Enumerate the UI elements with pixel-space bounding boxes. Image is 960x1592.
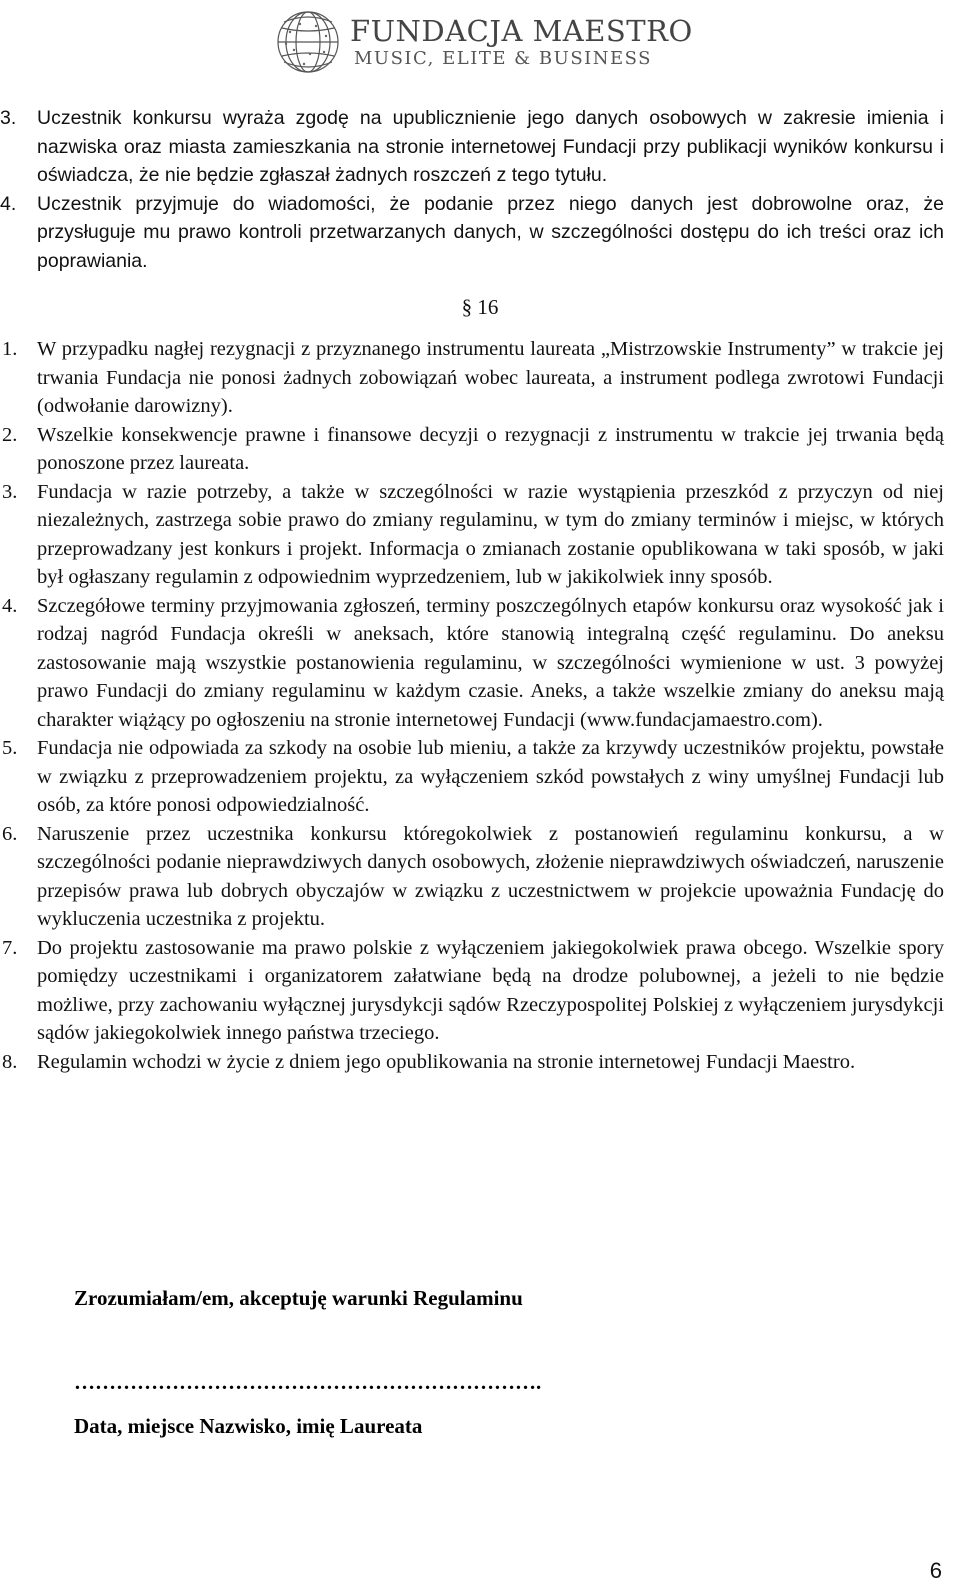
- signature-line: ………………………………………………………….: [74, 1370, 542, 1394]
- item-text: Uczestnik konkursu wyraża zgodę na upublicznienie jego danych osobowych w zakresie imienia i nazwiska oraz miasta zamieszkania na stronie internetowej Fundacji przy publikacji wyników konkursu i oświadcza, że nie będzie zgłaszał żadnych roszczeń z tego tytułu.: [37, 107, 944, 186]
- document-body: [0, 104, 960, 1076]
- item-number: 8.: [2, 1050, 18, 1073]
- list-item: [0, 335, 960, 421]
- list-item: [0, 190, 960, 276]
- list-item: [0, 934, 960, 1048]
- section-15-list: [0, 104, 960, 275]
- item-text: Wszelkie konsekwencje prawne i finansowe decyzji o rezygnacji z instrumentu w trakcie jej trwania będą ponoszone przez laureata.: [37, 423, 944, 474]
- list-item: [0, 104, 960, 190]
- section-heading: § 16: [461, 295, 499, 319]
- item-text: Szczegółowe terminy przyjmowania zgłoszeń, terminy poszczególnych etapów konkursu oraz wysokość jak i rodzaj nagród Fundacja określi w aneksach, które stanowią integralną część regulaminu. Do aneksu zastosowanie mają wszystkie postanowienia regulaminu, w szczególności wymienione w ust. 3 powyżej prawo Fundacji do zmiany regulaminu w każdym czasie. Aneks, a także wszelkie zmiany do aneksu mają charakter wiążący po ogłoszeniu na stronie internetowej Fundacji (www.fundacjamaestro.com).: [37, 594, 944, 731]
- item-number: 4.: [2, 594, 18, 617]
- item-text: Fundacja w razie potrzeby, a także w szczególności w razie wystąpienia przeszkód z przyczyn od niej niezależnych, zastrzega sobie prawo do zmiany regulaminu, w tym do zmiany terminów i miejsc, w których przeprowadzany jest konkurs i projekt. Informacja o zmianach zostanie opublikowana w taki sposób, w jaki był ogłaszany regulamin z odpowiednim wyprzedzeniem, lub w jakikolwiek inny sposób.: [37, 480, 944, 588]
- item-number: 7.: [2, 936, 18, 959]
- logo-title: FUNDACJA MAESTRO: [350, 14, 693, 48]
- item-text: W przypadku nagłej rezygnacji z przyznanego instrumentu laureata „Mistrzowskie Instrumenty” w trakcie jej trwania Fundacja nie ponosi żadnych zobowiązań wobec laureata, a instrument podlega zwrotowi Fundacji (odwołanie darowizny).: [37, 338, 944, 417]
- item-text: Fundacja nie odpowiada za szkody na osobie lub mieniu, a także za krzywdy uczestników projektu, powstałe w związku z przeprowadzeniem projektu, za wyłączeniem szkód powstałych z winy umyślnej Fundacji lub osób, za które ponosi odpowiedzialność.: [37, 737, 944, 816]
- list-item: [0, 592, 960, 735]
- list-item: [0, 734, 960, 820]
- signature-label: Data, miejsce Nazwisko, imię Laureata: [74, 1414, 423, 1438]
- section-16-list: [0, 335, 960, 1076]
- item-number: 5.: [2, 737, 18, 759]
- item-number: 3.: [2, 480, 18, 503]
- item-number: 1.: [2, 338, 18, 360]
- acceptance-statement: Zrozumiałam/em, akceptuję warunki Regulaminu: [74, 1286, 523, 1310]
- logo-subtitle: MUSIC, ELITE & BUSINESS: [354, 48, 653, 69]
- list-item: [0, 421, 960, 478]
- item-text: Uczestnik przyjmuje do wiadomości, że podanie przez niego danych jest dobrowolne oraz, że przysługuje mu prawo kontroli przetwarzanych danych, w szczególności dostępu do ich treści oraz ich poprawiania.: [37, 192, 944, 272]
- list-item: [0, 478, 960, 592]
- item-text: Do projektu zastosowanie ma prawo polskie z wyłączeniem jakiegokolwiek prawa obcego. Wszelkie spory pomiędzy uczestnikami i organizatorem załatwiane będą na drodze polubownej, a jeżeli to nie będzie możliwe, przy zachowaniu wyłącznej jurysdykcji sądów Rzeczypospolitej Polskiej z wyłączeniem jurysdykcji sądów jakiegokolwiek innego państwa trzeciego.: [37, 936, 944, 1044]
- list-item: [0, 820, 960, 934]
- item-number: 6.: [2, 822, 18, 845]
- item-number: 3.: [0, 107, 17, 129]
- globe-logo-icon: [270, 4, 346, 80]
- list-item: [0, 1048, 960, 1077]
- page-number: 6: [929, 1558, 942, 1583]
- item-text: Regulamin wchodzi w życie z dniem jego opublikowania na stronie internetowej Fundacji Maestro.: [37, 1050, 856, 1073]
- item-number: 4.: [0, 192, 17, 215]
- item-number: 2.: [2, 423, 18, 446]
- foundation-logo: [270, 4, 693, 80]
- item-text: Naruszenie przez uczestnika konkursu któregokolwiek z postanowień regulaminu konkursu, a w szczególności podanie nieprawdziwych danych osobowych, złożenie nieprawdziwych oświadczeń, naruszenie przepisów prawa lub dobrych obyczajów w związku z uczestnictwem w projekcie upoważnia Fundację do wykluczenia uczestnika z projektu.: [37, 822, 944, 930]
